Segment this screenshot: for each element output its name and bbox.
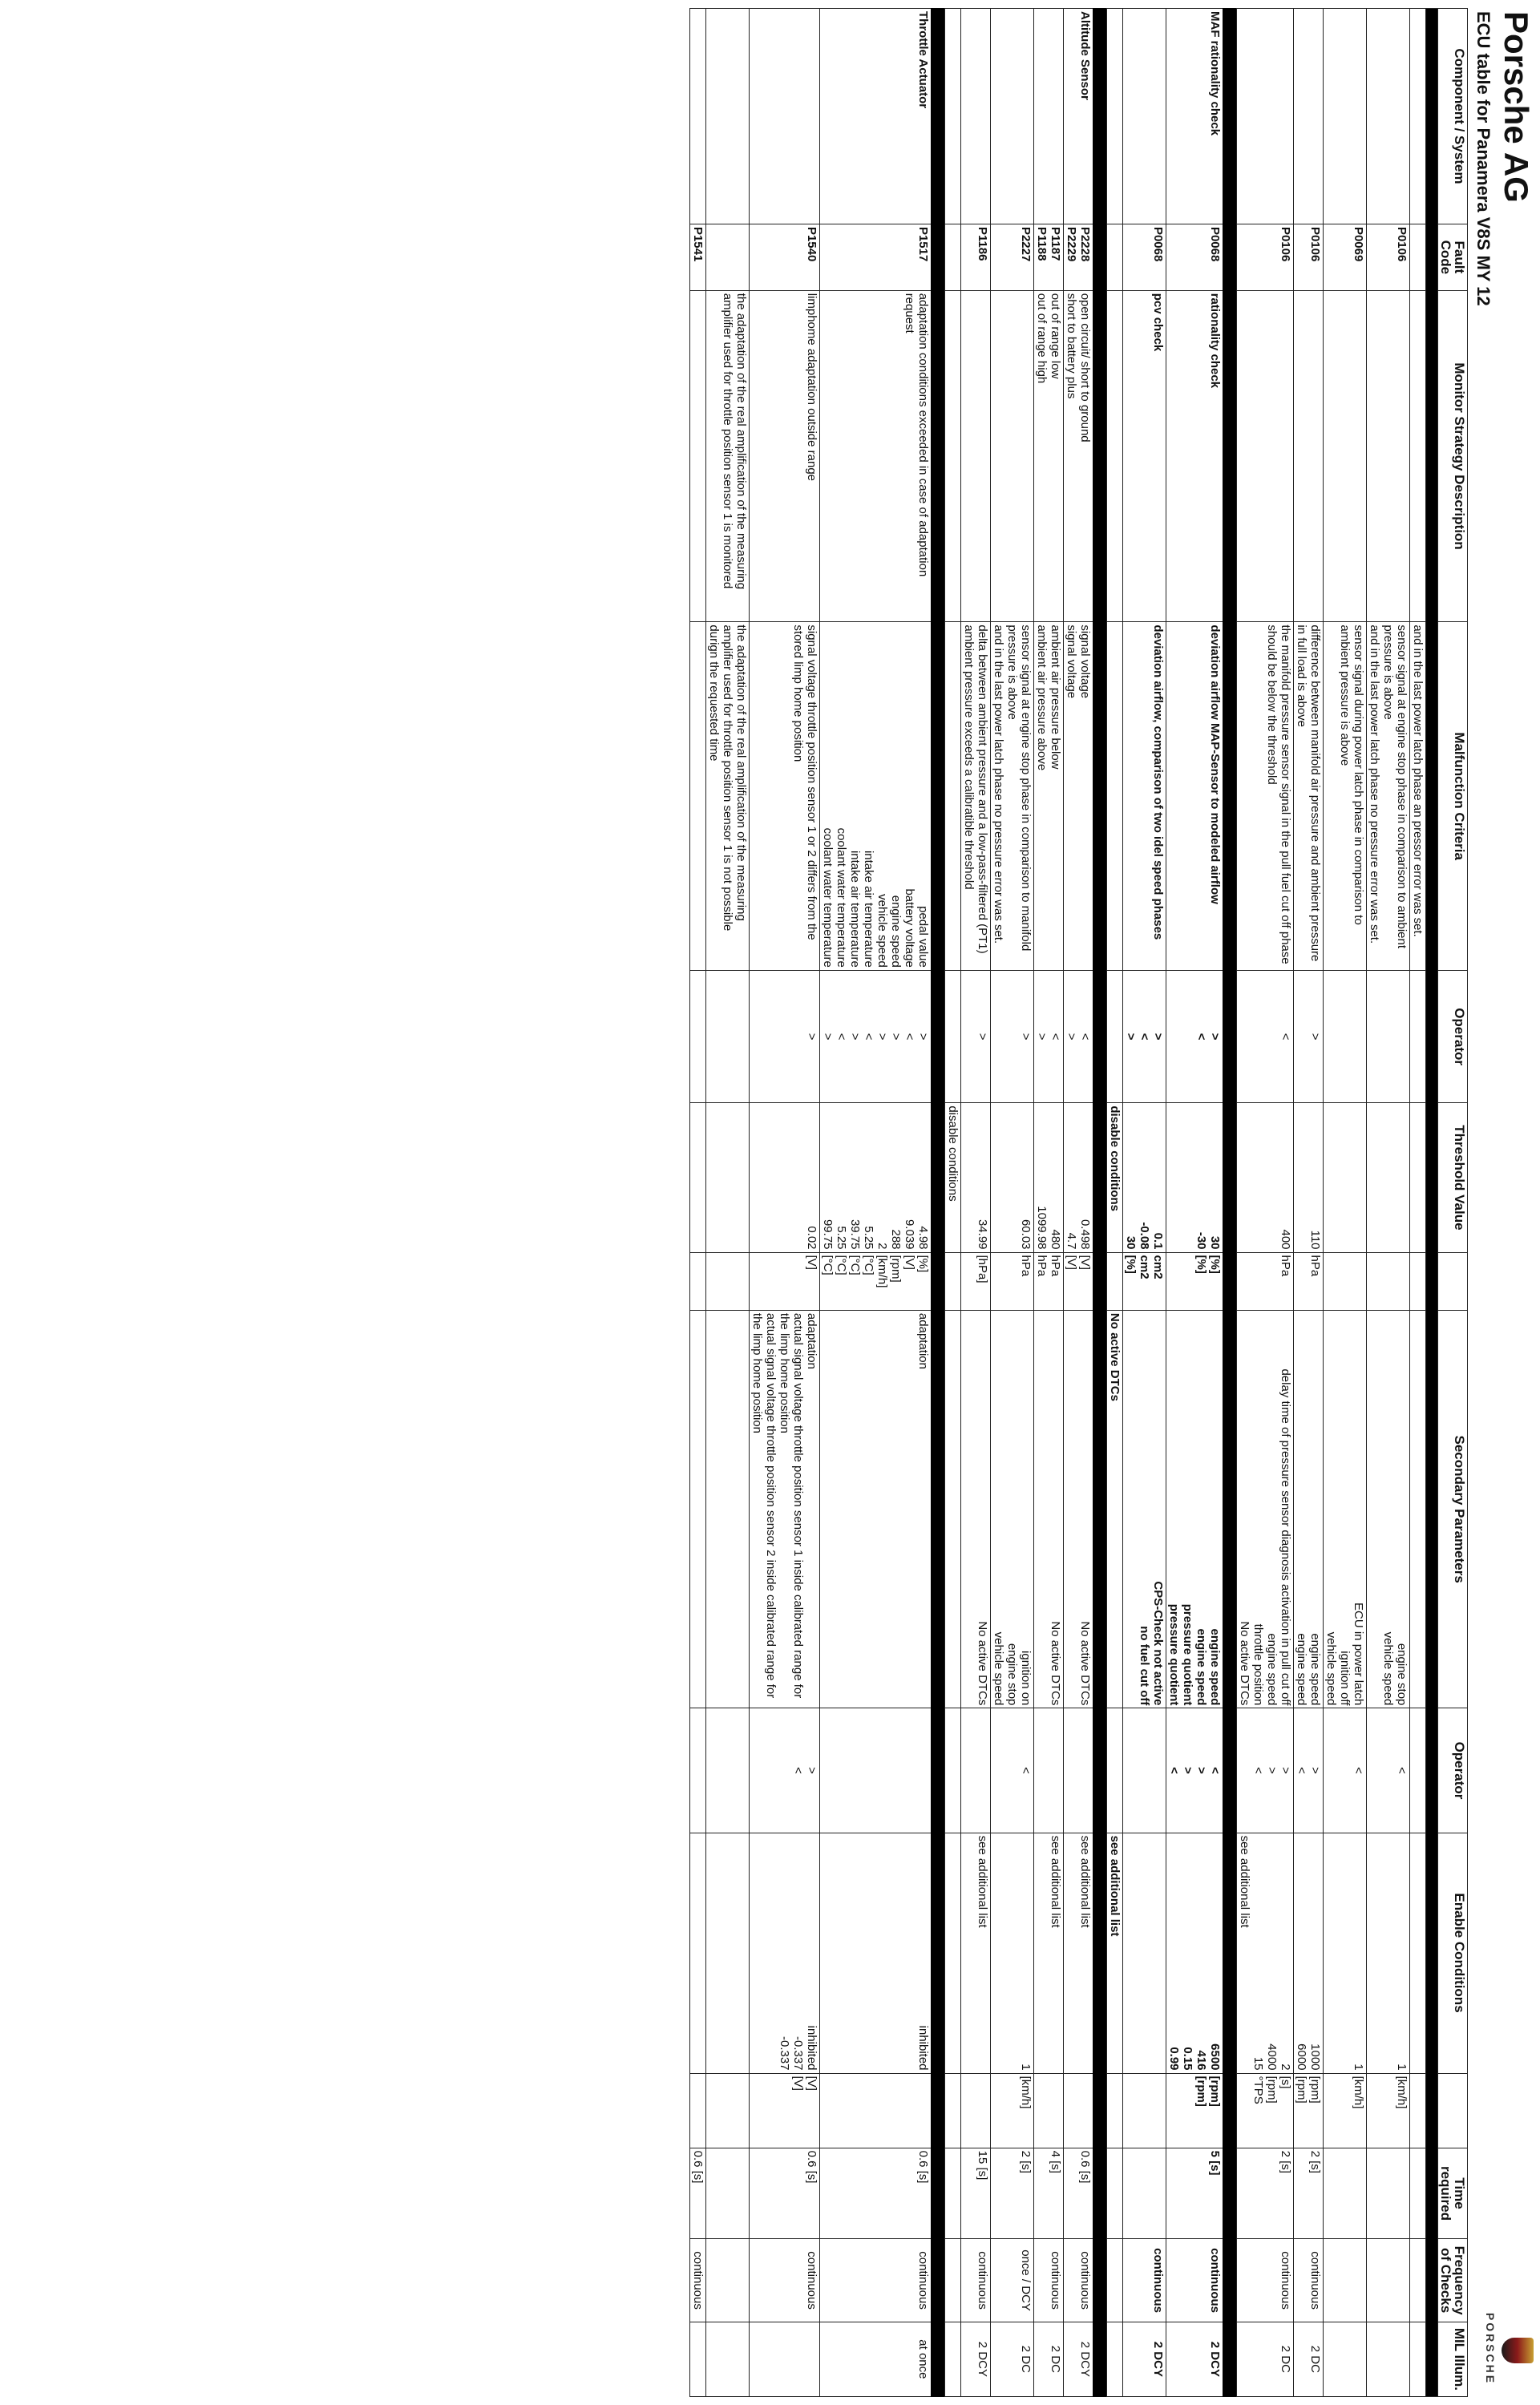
porsche-crest-icon [1502, 2338, 1534, 2363]
threshold-unit: [hPa] [961, 1252, 991, 1310]
threshold-unit: hPa hPa [1034, 1252, 1064, 1310]
secondary-cell: No active DTCs [961, 1310, 991, 1708]
threshold-value: disable conditions [945, 1103, 961, 1252]
frequency-cell: continuous [1064, 2239, 1093, 2322]
enable-unit: [km/h] [991, 2073, 1034, 2148]
threshold-value: disable conditions [1107, 1103, 1123, 1252]
time-required: 2 [s] [991, 2148, 1034, 2239]
secondary-cell: No active DTCs [1064, 1310, 1093, 1708]
secondary-cell: engine speed engine speed [1294, 1310, 1324, 1708]
mil-cell: 2 DCY [1064, 2322, 1093, 2396]
col-header-operator-2: Operator [1438, 1708, 1468, 1833]
time-required: 15 [s] [961, 2148, 991, 2239]
enable-value: inhibited [820, 1833, 932, 2073]
malfunction-cell: difference between manifold air pressure and ambient pressure in full load is above [1294, 622, 1324, 970]
threshold-value: 400 [1237, 1103, 1294, 1252]
col-header-time: Time required [1438, 2148, 1468, 2239]
table-row [1237, 9, 1294, 2397]
mil-cell: 2 DCY [1123, 2322, 1166, 2396]
col-header-fault-code: Fault Code [1438, 224, 1468, 290]
mil-cell: 2 DCY [961, 2322, 991, 2396]
enable-value: see additional list [1064, 1833, 1093, 2073]
col-header-component: Component / System [1438, 9, 1468, 224]
porsche-wordmark: PORSCHE [1484, 2312, 1497, 2386]
monitor-strategy: out of range low out of range high [1034, 290, 1064, 622]
frequency-cell: once / DCY [991, 2239, 1034, 2322]
monitor-strategy: open circuit/ short to ground short to battery plus [1064, 290, 1093, 622]
fault-code: P0106 [1367, 224, 1410, 290]
monitor-strategy: the adaptation of the real amplification of the measuring amplifier used for throttle position sensor 1 is monitored [706, 290, 750, 622]
malfunction-cell: signal voltage signal voltage [1064, 622, 1093, 970]
fault-code: P0106 [1294, 224, 1324, 290]
col-header-enable: Enable Conditions [1438, 1833, 1468, 2073]
frequency-cell: continuous [961, 2239, 991, 2322]
malfunction-cell: the adaptation of the real amplification of the measuring amplifier used for throttle position sensor 1 is not possible durign the requested time [706, 622, 750, 970]
fault-code: P1187 P1188 [1034, 224, 1064, 290]
malfunction-cell: deviation airflow, comparison of two idel speed phases [1123, 622, 1166, 970]
mil-cell: 2 DC [1034, 2322, 1064, 2396]
operator-cell: > < > > < > < > [820, 970, 932, 1103]
operator-cell: > < [1166, 970, 1223, 1103]
page-title: Porsche AG [1498, 11, 1535, 203]
malfunction-cell: and in the last power latch phase an pressor error was set. [1410, 622, 1426, 970]
enable-value: inhibited -0.337 -0.337 [750, 1833, 820, 2073]
threshold-value: 0.1 -0.08 30 [1123, 1103, 1166, 1252]
frequency-cell: continuous [1034, 2239, 1064, 2322]
operator-cell: > > < [1237, 1708, 1294, 1833]
time-required: 0.6 [s] [750, 2148, 820, 2239]
table-row [1034, 9, 1064, 2397]
malfunction-cell: delta between ambient pressure and a low-pass-filtered (PT1) ambient pressure exceeds a calibratible threshold [961, 622, 991, 970]
operator-cell: < [1367, 1708, 1410, 1833]
table-row [1294, 9, 1324, 2397]
mil-cell: 2 DC [1237, 2322, 1294, 2396]
operator-cell: < [1324, 1708, 1367, 1833]
fault-code: P2227 [991, 224, 1034, 290]
fault-code: P0106 [1237, 224, 1294, 290]
enable-value: 6500 416 0.15 0.99 [1166, 1833, 1223, 2073]
enable-cell: 2 4000 15 see additional list [1237, 1833, 1294, 2073]
operator-cell: > < [1294, 1708, 1324, 1833]
black-band [932, 9, 945, 2397]
table-row [1410, 9, 1426, 2397]
malfunction-cell: the manifold pressure sensor signal in the pull fuel cut off phase should be below the threshold [1237, 622, 1294, 970]
component-cell: Throttle Actuator [820, 9, 932, 224]
fault-code: P0068 [1166, 224, 1223, 290]
table-row [945, 9, 961, 2397]
frequency-cell: continuous [1123, 2239, 1166, 2322]
enable-unit: [rpm] [rpm] [1166, 2073, 1223, 2148]
table-row [991, 9, 1034, 2397]
table-row [1064, 9, 1093, 2397]
fault-code: P1186 [961, 224, 991, 290]
secondary-cell: adaptation [820, 1310, 932, 1708]
col-header-threshold: Threshold Value [1438, 1103, 1468, 1252]
col-header-malfunction: Malfunction Criteria [1438, 622, 1468, 970]
time-required: 0.6 [s] [820, 2148, 932, 2239]
secondary-cell: ignition on engine stop vehicle speed [991, 1310, 1034, 1708]
enable-unit: [s] [rpm] °TPS [1237, 2073, 1294, 2148]
frequency-cell: continuous [820, 2239, 932, 2322]
fault-code: P0068 [1123, 224, 1166, 290]
component-cell: Altitude Sensor [1064, 9, 1093, 224]
operator-cell: < > > < [1166, 1708, 1223, 1833]
enable-value: 1 [1324, 1833, 1367, 2073]
monitor-strategy: pcv check [1123, 290, 1166, 622]
threshold-unit: hPa [1294, 1252, 1324, 1310]
threshold-value: 0.498 4.7 [1064, 1103, 1093, 1252]
monitor-strategy: adaptation conditions exceeded in case of adaptation request [820, 290, 932, 622]
operator-cell: < [991, 1708, 1034, 1833]
threshold-value: 480 1099.98 [1034, 1103, 1064, 1252]
black-band [1426, 9, 1438, 2397]
operator-cell: > [991, 970, 1034, 1103]
enable-value: 1000 6000 [1294, 1833, 1324, 2073]
secondary-cell: engine stop vehicle speed [1367, 1310, 1410, 1708]
threshold-value: 60.03 [991, 1103, 1034, 1252]
table-row [750, 9, 820, 2397]
table-row [1324, 9, 1367, 2397]
col-header-enable-unit [1438, 2073, 1468, 2148]
black-band [1223, 9, 1237, 2397]
black-band [1093, 9, 1107, 2397]
col-header-secondary: Secondary Parameters [1438, 1310, 1468, 1708]
table-row [961, 9, 991, 2397]
enable-unit: [km/h] [1367, 2073, 1410, 2148]
threshold-value: 34.99 [961, 1103, 991, 1252]
table-header-row [1438, 9, 1468, 2397]
malfunction-cell: deviation airflow MAP-Sensor to modeled airflow [1166, 622, 1223, 970]
enable-value: see additional list [1034, 1833, 1064, 2073]
secondary-cell: delay time of pressure sensor diagnosis activation in pull cut off engine speed throttle position No active DTCs [1237, 1310, 1294, 1708]
component-cell: MAF rationality check [1166, 9, 1223, 224]
malfunction-cell: signal voltage throttle position sensor 1 or 2 differs from the stored limp home position [750, 622, 820, 970]
threshold-value: 0.02 [750, 1103, 820, 1252]
col-header-mil: MIL Illum. [1438, 2322, 1468, 2396]
table-row [706, 9, 750, 2397]
col-header-operator: Operator [1438, 970, 1468, 1103]
threshold-value: 4.98 9.039 288 2 5.25 39.75 5.25 99.75 [820, 1103, 932, 1252]
enable-value: 1 [991, 1833, 1034, 2073]
operator-cell: > [1294, 970, 1324, 1103]
fault-code: P1541 [690, 224, 706, 290]
secondary-cell: engine speed engine speed pressure quotient pressure quotient [1166, 1310, 1223, 1708]
enable-unit: [rpm] [rpm] [1294, 2073, 1324, 2148]
table-row [820, 9, 932, 2397]
threshold-value: 30 -30 [1166, 1103, 1223, 1252]
col-header-frequency: Frequency of Checks [1438, 2239, 1468, 2322]
col-header-threshold-unit [1438, 1252, 1468, 1310]
mil-cell: 2 DCY [1166, 2322, 1223, 2396]
fault-code: P1517 [820, 224, 932, 290]
fault-code: P2228 P2229 [1064, 224, 1093, 290]
threshold-unit: cm2 cm2 [%] [1123, 1252, 1166, 1310]
col-header-monitor-strategy: Monitor Strategy Description [1438, 290, 1468, 622]
enable-unit: [km/h] [1324, 2073, 1367, 2148]
frequency-cell: continuous [1294, 2239, 1324, 2322]
monitor-strategy: limphome adaptation outside range [750, 290, 820, 622]
malfunction-cell: sensor signal at engine stop phase in comparison to manifold pressure is above and in the last power latch phase no pressure error was set. [991, 622, 1034, 970]
time-required: 0.6 [s] [1064, 2148, 1093, 2239]
malfunction-cell: pedal value battery voltage engine speed vehicle speed intake air temperature intake air temperature coolant water temperature coolant water temperature [820, 622, 932, 970]
frequency-cell: continuous [750, 2239, 820, 2322]
threshold-unit: [V] [V] [1064, 1252, 1093, 1310]
operator-cell: < [1237, 970, 1294, 1103]
operator-cell: > [750, 970, 820, 1103]
malfunction-cell: sensor signal during power latch phase in comparison to ambient pressure is above [1324, 622, 1367, 970]
operator-cell: < > [1034, 970, 1064, 1103]
enable-value: see additional list [1107, 1833, 1123, 2073]
malfunction-cell: ambient air pressure below ambient air pressure above [1034, 622, 1064, 970]
operator-cell: > < [750, 1708, 820, 1833]
enable-value: see additional list [961, 1833, 991, 2073]
operator-cell: > [961, 970, 991, 1103]
table-row [1107, 9, 1123, 2397]
time-required: 2 [s] [1294, 2148, 1324, 2239]
monitor-strategy: rationality check [1166, 290, 1223, 622]
secondary-cell: adaptation actual signal voltage throttle position sensor 1 inside calibrated range for the limp home position actual signal voltage throttle position sensor 2 inside calibrated range for the limp home position [750, 1310, 820, 1708]
threshold-unit: [V] [750, 1252, 820, 1310]
time-required: 4 [s] [1034, 2148, 1064, 2239]
enable-unit: [V] [V] [750, 2073, 820, 2148]
porsche-logo [1469, 2301, 1534, 2397]
threshold-unit: [%] [%] [1166, 1252, 1223, 1310]
time-required: 0.6 [s] [690, 2148, 706, 2239]
fault-code: P1540 [750, 224, 820, 290]
table-row [1166, 9, 1223, 2397]
table-row [1123, 9, 1166, 2397]
threshold-unit: [%] [V] [rpm] [km/h] [°C] [°C] [°C] [°C] [820, 1252, 932, 1310]
threshold-unit: hPa [991, 1252, 1034, 1310]
time-required: 5 [s] [1166, 2148, 1223, 2239]
threshold-unit: hPa [1237, 1252, 1294, 1310]
ecu-table [689, 8, 1468, 2397]
operator-cell: < > [1064, 970, 1093, 1103]
secondary-cell: No active DTCs [1107, 1310, 1123, 1708]
secondary-cell: CPS-Check not active no fuel cut off [1123, 1310, 1166, 1708]
mil-cell: at once [820, 2322, 932, 2396]
threshold-value: 110 [1294, 1103, 1324, 1252]
fault-code: P0069 [1324, 224, 1367, 290]
mil-cell: 2 DC [991, 2322, 1034, 2396]
malfunction-cell: sensor signal at engine stop phase in comparison to ambient pressure is above and in the last power latch phase no pressure error was set. [1367, 622, 1410, 970]
mil-cell: 2 DC [1294, 2322, 1324, 2396]
operator-cell: > < > [1123, 970, 1166, 1103]
secondary-cell: No active DTCs [1034, 1310, 1064, 1708]
frequency-cell: continuous [690, 2239, 706, 2322]
frequency-cell: continuous [1166, 2239, 1223, 2322]
frequency-cell: continuous [1237, 2239, 1294, 2322]
secondary-cell: ECU in power latch ignition off vehicle speed [1324, 1310, 1367, 1708]
table-row [690, 9, 706, 2397]
time-required: 2 [s] [1237, 2148, 1294, 2239]
table-row [1367, 9, 1410, 2397]
page-subtitle: ECU table for Panamera V8S MY 12 [1473, 11, 1494, 306]
enable-value: 1 [1367, 1833, 1410, 2073]
